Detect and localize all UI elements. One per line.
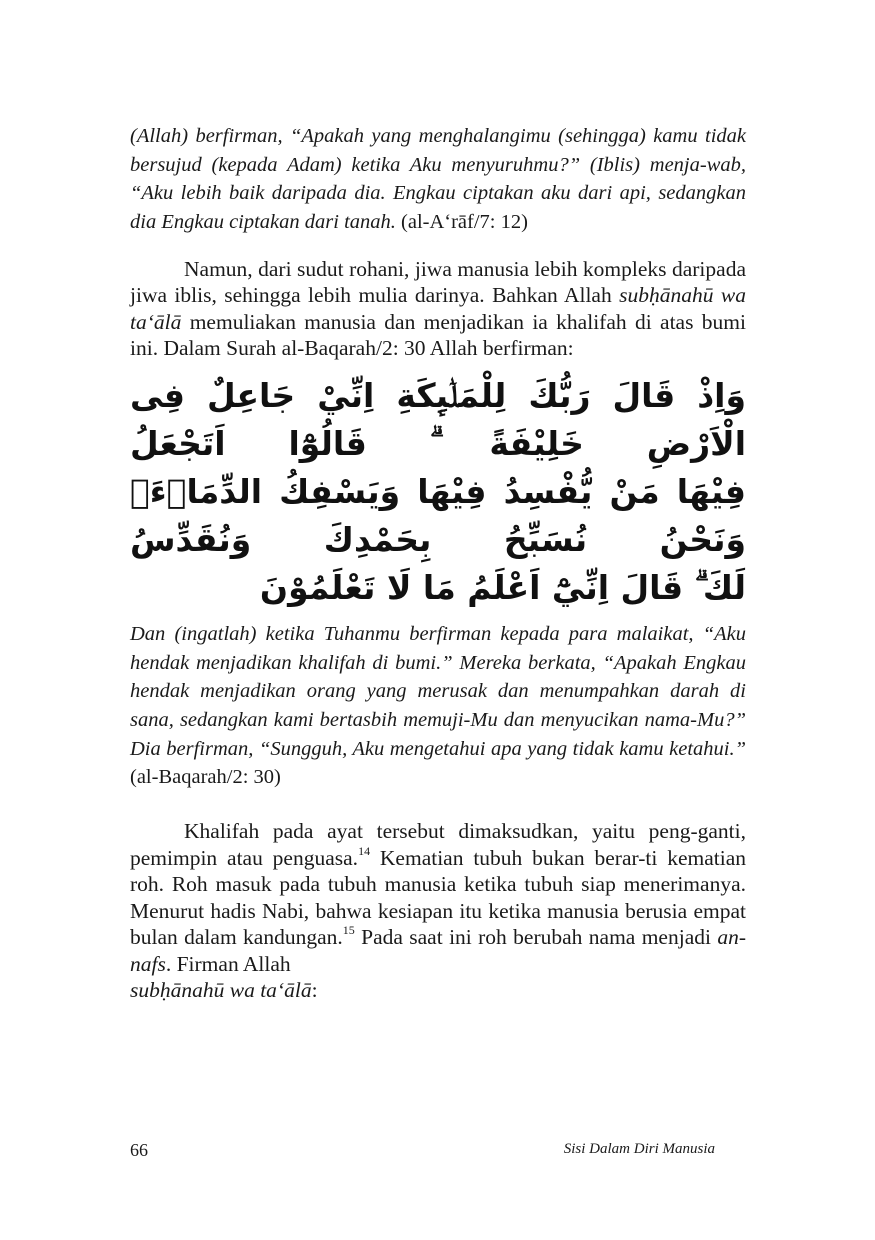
honorific-text: subḥānahū wa ta‘ālā xyxy=(130,978,312,1003)
paragraph-text: Pada saat ini roh berubah nama menjadi xyxy=(354,925,718,950)
footnote-marker[interactable]: 14 xyxy=(358,843,371,858)
quran-verse-arabic xyxy=(130,372,746,612)
quote-translation-1 xyxy=(130,122,746,237)
arabic-line-3: لَكَ ۗ قَالَ اِنِّيْٓ اَعْلَمُ مَا لَا تَعْلَمُوْنَ xyxy=(259,567,746,607)
term-text: an-nafs xyxy=(130,925,746,976)
body-paragraph-1 xyxy=(130,256,746,362)
footnote-marker[interactable]: 15 xyxy=(342,923,355,938)
arabic-line-1: وَاِذْ قَالَ رَبُّكَ لِلْمَلٰۤىِٕكَةِ اِنِّيْ جَاعِلٌ فِى الْاَرْضِ خَلِيْفَةً ۗ قَالُوْٓا اَتَجْعَلُ xyxy=(130,375,746,463)
quote-text: Dan (ingatlah) ketika Tuhanmu berfirman kepada para malaikat, “Aku hendak menjadikan khalifah di bumi.” Mereka berkata, “Apakah Engkau hendak menjadikan orang yang merusak dan menumpahkan darah di sana, sedangkan kami bertasbih memuji-Mu dan menyucikan nama-Mu?” Dia berfirman, “Sungguh, Aku mengetahui apa yang tidak kamu ketahui.” xyxy=(130,622,746,760)
paragraph-text: . Firman Allah xyxy=(165,951,291,976)
quote-text: (Allah) berfirman, “Apakah yang menghalangimu (sehingga) kamu tidak bersujud (kepada Adam) ketika Aku menyuruhmu?” (Iblis) menja-wab, “Aku lebih baik daripada dia. Engkau ciptakan aku dari api, sedangkan dia Engkau ciptakan dari tanah. xyxy=(130,125,746,234)
quote-translation-2 xyxy=(130,620,746,792)
paragraph-text: Namun, dari sudut rohani, jiwa manusia lebih kompleks daripada jiwa iblis, sehingga lebih mulia darinya. Bahkan Allah xyxy=(130,256,746,308)
paragraph-text: : xyxy=(311,978,318,1003)
body-paragraph-2 xyxy=(130,818,746,1004)
paragraph-text: memuliakan manusia dan menjadikan ia khalifah di atas bumi ini. Dalam Surah al-Baqarah/2: 30 Allah berfirman: xyxy=(130,309,746,361)
arabic-line-2: فِيْهَا مَنْ يُّفْسِدُ فِيْهَا وَيَسْفِكُ الدِّمَاۤءَۚ وَنَحْنُ نُسَبِّحُ بِحَمْدِكَ وَنُقَدِّسُ xyxy=(130,471,746,559)
page-number: 66 xyxy=(130,1140,148,1160)
quote-reference: (al-Baqarah/2: 30) xyxy=(130,766,281,789)
honorific-text: subḥānahū wa ta‘ālā xyxy=(130,283,747,334)
paragraph-text: Khalifah pada ayat tersebut dimaksudkan, yaitu peng-ganti, pemimpin atau penguasa. xyxy=(130,819,746,870)
quote-reference: (al-A‘rāf/7: 12) xyxy=(401,211,528,234)
paragraph-text: Kematian tubuh bukan berar-ti kematian roh. Roh masuk pada tubuh manusia ketika tubuh siap menerimanya. Menurut hadis Nabi, bahwa kesiapan itu ketika manusia berusia empat bulan dalam kandungan. xyxy=(130,845,746,950)
page-content xyxy=(130,122,746,1004)
running-footer-title: Sisi Dalam Diri Manusia xyxy=(563,1141,715,1157)
